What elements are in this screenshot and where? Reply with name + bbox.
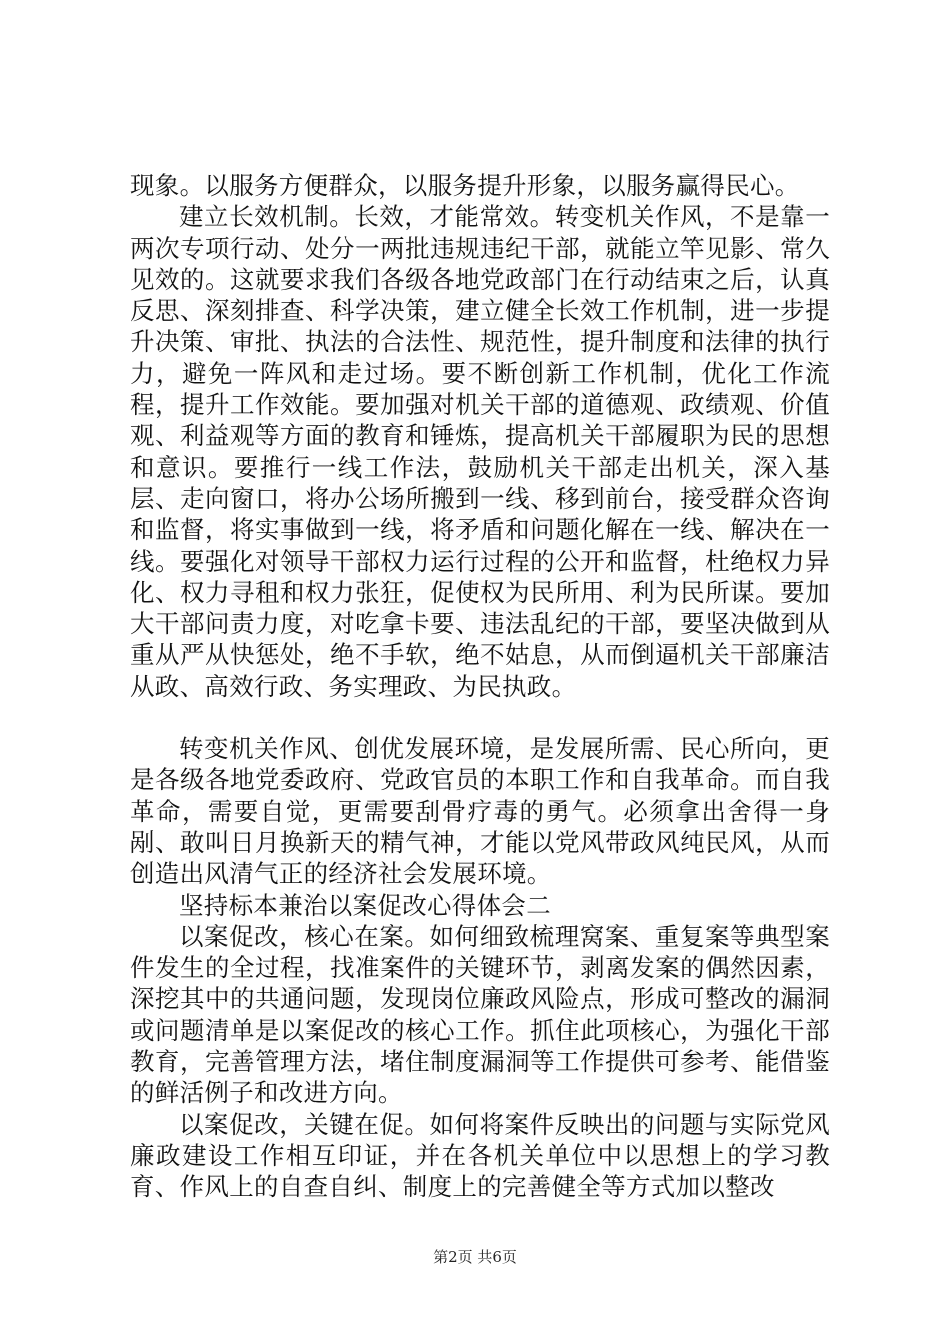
paragraph-continuation: 现象。以服务方便群众，以服务提升形象，以服务赢得民心。	[130, 171, 800, 200]
paragraph-conclusion: 转变机关作风、创优发展环境，是发展所需、民心所向，更是各级各地党委政府、党政官员的本职工作和自我革命。而自我革命，需要自觉，更需要刮骨疗毒的勇气。必须拿出舍得一身剐、敢叫日月换新天的精气神，才能以党风带政风纯民风，从而创造出风清气正的经济社会发展环境。	[130, 734, 830, 889]
section-heading: 坚持标本兼治以案促改心得体会二	[179, 890, 551, 920]
paragraph-spacer	[130, 702, 830, 733]
paragraph-long-term-mechanism: 建立长效机制。长效，才能常效。转变机关作风，不是靠一两次专项行动、处分一两批违规违纪干部，就能立竿见影、常久见效的。这就要求我们各级各地党政部门在行动结束之后，认真反思、深刻排查、科学决策，建立健全长效工作机制，进一步提升决策、审批、执法的合法性、规范性，提升制度和法律的执行力，避免一阵风和走过场。要不断创新工作机制，优化工作流程，提升工作效能。要加强对机关干部的道德观、政绩观、价值观、利益观等方面的教育和锤炼，提高机关干部履职为民的思想和意识。要推行一线工作法，鼓励机关干部走出机关，深入基层、走向窗口，将办公场所搬到一线、移到前台，接受群众咨询和监督，将实事做到一线，将矛盾和问题化解在一线、解决在一线。要强化对领导干部权力运行过程的公开和监督，杜绝权力异化、权力寻租和权力张狂，促使权为民所用、利为民所谋。要加大干部问责力度，对吃拿卡要、违法乱纪的干部，要坚决做到从重从严从快惩处，绝不手软，绝不姑息，从而倒逼机关干部廉洁从政、高效行政、务实理政、为民执政。	[130, 202, 830, 701]
document-body	[130, 170, 830, 1203]
paragraph-key-in-promote: 以案促改，关键在促。如何将案件反映出的问题与实际党风廉政建设工作相互印证，并在各机关单位中以思想上的学习教育、作风上的自查自纠、制度上的完善健全等方式加以整改	[130, 1109, 830, 1202]
page-number-footer: 第2页 共6页	[433, 1248, 517, 1266]
paragraph-core-in-case: 以案促改，核心在案。如何细致梳理窝案、重复案等典型案件发生的全过程，找准案件的关键环节，剥离发案的偶然因素，深挖其中的共通问题，发现岗位廉政风险点，形成可整改的漏洞或问题清单是以案促改的核心工作。抓住此项核心，为强化干部教育，完善管理方法，堵住制度漏洞等工作提供可参考、能借鉴的鲜活例子和改进方向。	[130, 921, 830, 1108]
